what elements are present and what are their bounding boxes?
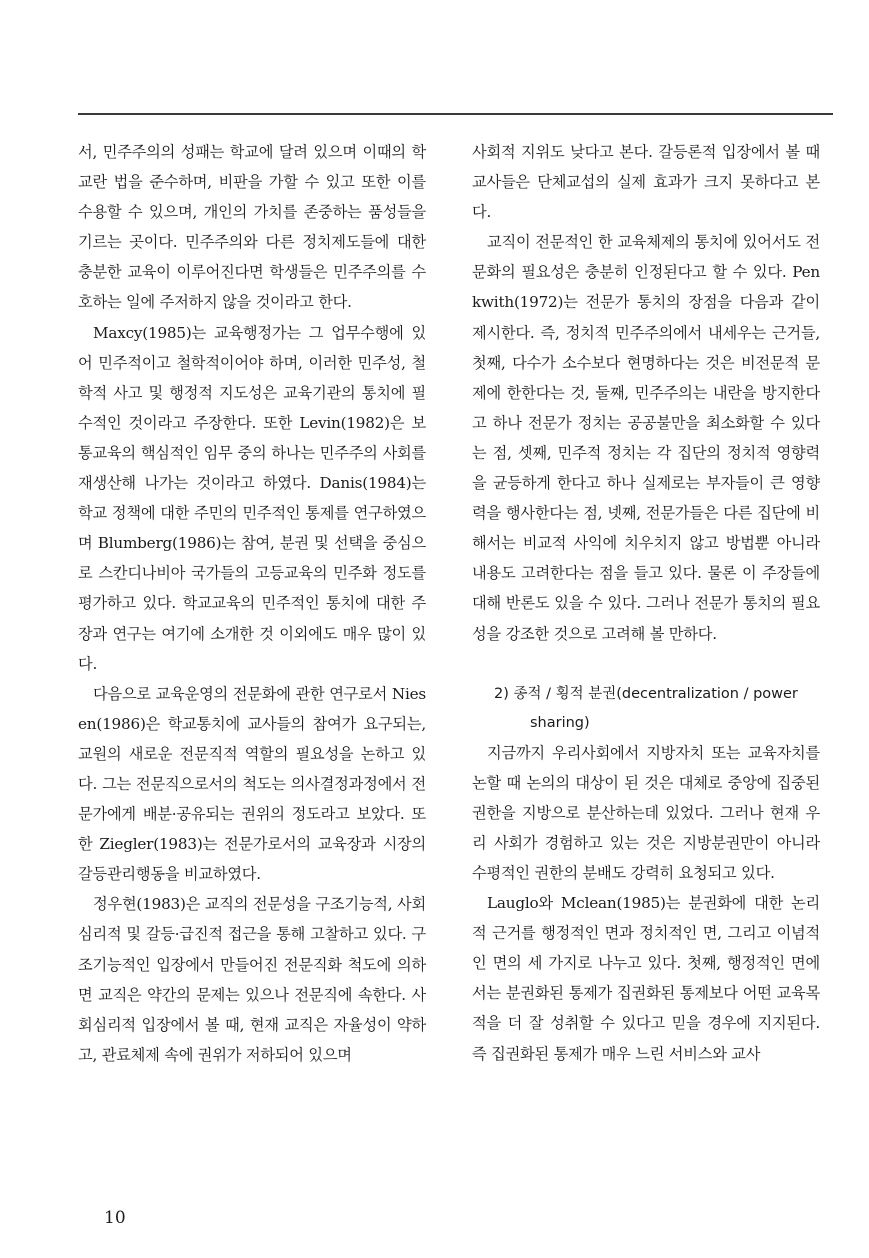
left-column <box>78 137 426 1070</box>
section-heading-line: 2) 종적 / 횡적 분권(decentralization / power <box>494 685 798 702</box>
header-rule <box>78 113 833 115</box>
paragraph: 정우현(1983)은 교직의 전문성을 구조기능적, 사회심리적 및 갈등·급진적 접근을 통해 고찰하고 있다. 구조기능적인 입장에서 만들어진 전문직화 척도에 의하면 교직은 약간의 문제는 있으나 전문직에 속한다. 사회심리적 입장에서 볼 때, 현재 교직은 자율성이 약하고, 관료체제 속에 권위가 저하되어 있으며 <box>78 895 426 1064</box>
paragraph: 사회적 지위도 낮다고 본다. 갈등론적 입장에서 볼 때 교사들은 단체교섭의 실제 효과가 크지 못하다고 본다. <box>472 143 820 222</box>
section-heading <box>472 680 820 738</box>
paragraph: 다음으로 교육운영의 전문화에 관한 연구로서 Niesen(1986)은 학교통치에 교사들의 참여가 요구되는, 교원의 새로운 전문직적 역할의 필요성을 논하고 있다. 그는 전문직으로서의 척도는 의사결정과정에서 전문가에게 배분·공유되는 권위의 정도라고 보았다. 또한 Ziegler(1983)는 전문가로서의 교육장과 시장의 갈등관리행동을 비교하였다. <box>78 684 426 884</box>
paragraph: Lauglo와 Mclean(1985)는 분권화에 대한 논리적 근거를 행정적인 면과 정치적인 면, 그리고 이념적인 면의 세 가지로 나누고 있다. 첫째, 행정적인 면에서는 분권화된 통제가 집권화된 통제보다 어떤 교육목적을 더 잘 성취할 수 있다고 믿을 경우에 지지된다. 즉 집권화된 통제가 매우 느린 서비스와 교사 <box>472 894 820 1063</box>
paragraph: 지금까지 우리사회에서 지방자치 또는 교육자치를 논할 때 논의의 대상이 된 것은 대체로 중앙에 집중된 권한을 지방으로 분산하는데 있었다. 그러나 현재 우리 사회가 경험하고 있는 것은 지방분권만이 아니라 수평적인 권한의 분배도 강력히 요청되고 있다. <box>472 743 820 882</box>
paragraph: 서, 민주주의의 성패는 학교에 달려 있으며 이때의 학교란 법을 준수하며, 비판을 가할 수 있고 또한 이를 수용할 수 있으며, 개인의 가치를 존중하는 품성들을 기르는 곳이다. 민주주의와 다른 정치제도들에 대한 충분한 교육이 이루어진다면 학생들은 민주주의를 수호하는 일에 주저하지 않을 것이라고 한다. <box>78 143 426 312</box>
page-number: 10 <box>104 1208 126 1228</box>
paragraph: Maxcy(1985)는 교육행정가는 그 업무수행에 있어 민주적이고 철학적이어야 하며, 이러한 민주성, 철학적 사고 및 행정적 지도성은 교육기관의 통치에 필수적인 것이라고 주장한다. 또한 Levin(1982)은 보통교육의 핵심적인 임무 중의 하나는 민주주의 사회를 재생산해 나가는 것이라고 하였다. Danis(1984)는 학교 정책에 대한 주민의 민주적인 통제를 연구하였으며 Blumberg(1986)는 참여, 분권 및 선택을 중심으로 스칸디나비아 국가들의 고등교육의 민주화 정도를 평가하고 있다. 학교교육의 민주적인 통치에 대한 주장과 연구는 여기에 소개한 것 이외에도 매우 많이 있다. <box>78 323 426 673</box>
section-heading-line: sharing) <box>530 714 590 731</box>
paragraph: 교직이 전문적인 한 교육체제의 통치에 있어서도 전문화의 필요성은 충분히 인정된다고 할 수 있다. Penkwith(1972)는 전문가 통치의 장점을 다음과 같이 제시한다. 즉, 정치적 민주주의에서 내세우는 근거들, 첫째, 다수가 소수보다 현명하다는 것은 비전문적 문제에 한한다는 것, 둘째, 민주주의는 내란을 방지한다고 하나 전문가 정치는 공공불만을 최소화할 수 있다는 점, 셋째, 민주적 정치는 각 집단의 정치적 영향력을 균등하게 한다고 하나 실제로는 부자들이 큰 영향력을 행사한다는 점, 넷째, 전문가들은 다른 집단에 비해서는 비교적 사익에 치우치지 않고 방법뿐 아니라 내용도 고려한다는 점을 들고 있다. 물론 이 주장들에 대해 반론도 있을 수 있다. 그러나 전문가 통치의 필요성을 강조한 것으로 고려해 볼 만하다. <box>472 233 820 643</box>
right-column <box>472 137 820 1069</box>
